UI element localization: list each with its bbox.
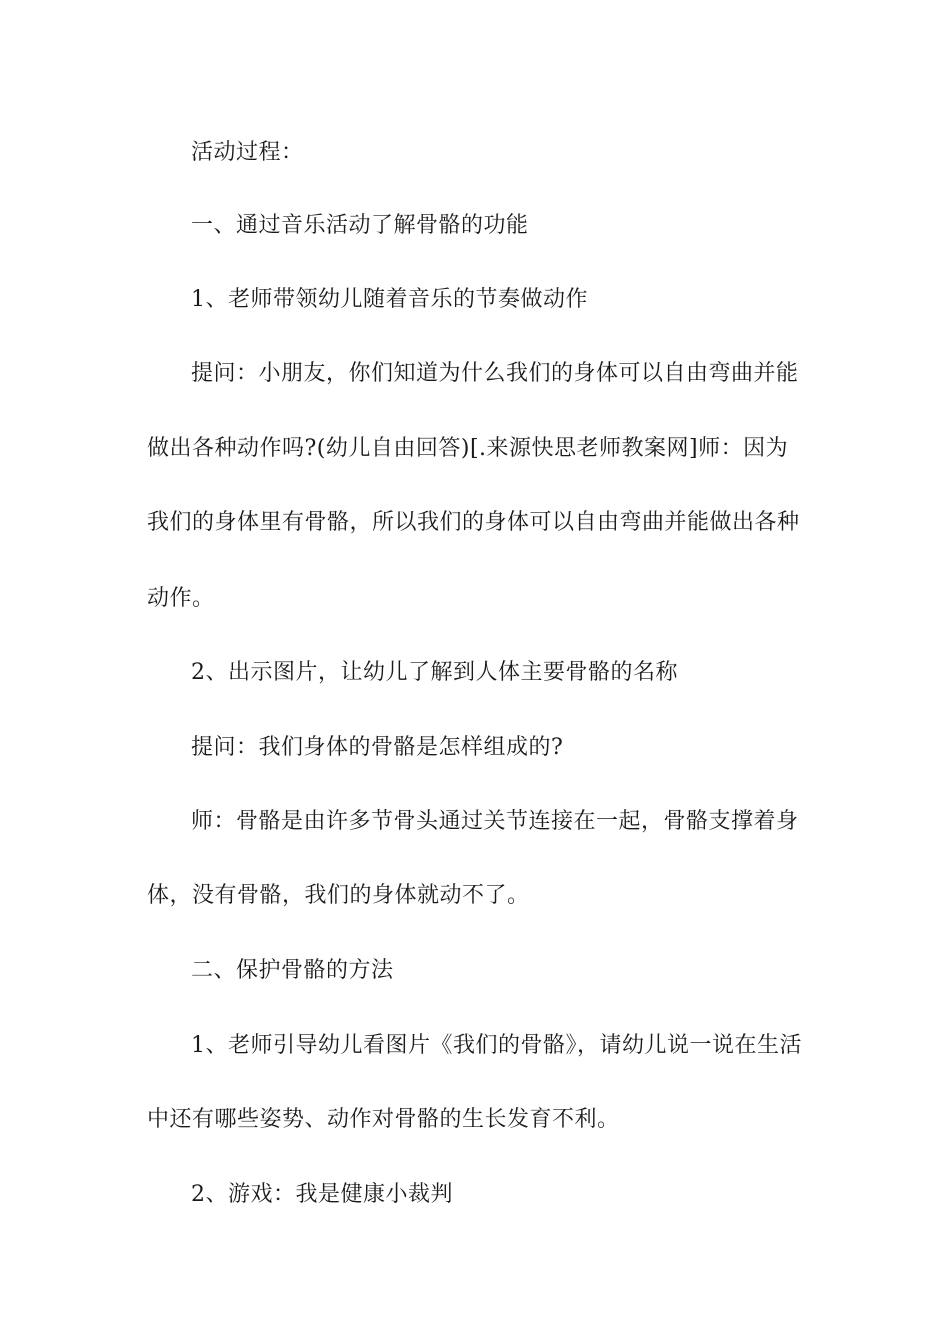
- paragraph-teacher-line-1: 师：骨骼是由许多节骨头通过关节连接在一起，骨骼支撑着身: [191, 809, 799, 834]
- paragraph-question-2: 提问：我们身体的骨骼是怎样组成的?: [191, 735, 564, 760]
- paragraph-question-line-3: 我们的身体里有骨骼，所以我们的身体可以自由弯曲并能做出各种: [147, 510, 800, 535]
- section-heading-1: 一、通过音乐活动了解骨骼的功能: [191, 213, 529, 238]
- section-heading-process: 活动过程：: [191, 140, 304, 165]
- paragraph-question-line-4: 动作。: [147, 586, 215, 611]
- list-item-2-2: 2、游戏：我是健康小裁判: [191, 1182, 453, 1207]
- paragraph-question-line-2: 做出各种动作吗?(幼儿自由回答)[.来源快思老师教案网]师：因为: [147, 436, 789, 461]
- list-item-1-2: 2、出示图片，让幼儿了解到人体主要骨骼的名称: [191, 660, 678, 685]
- section-heading-2: 二、保护骨骼的方法: [191, 958, 394, 983]
- paragraph-teacher-line-2: 体，没有骨骼，我们的身体就动不了。: [147, 883, 530, 908]
- paragraph-question-line-1: 提问：小朋友，你们知道为什么我们的身体可以自由弯曲并能: [191, 361, 799, 386]
- list-item-1-1: 1、老师带领幼儿随着音乐的节奏做动作: [191, 287, 588, 312]
- list-item-2-1-line-2: 中还有哪些姿势、动作对骨骼的生长发育不利。: [147, 1107, 620, 1132]
- list-item-2-1-line-1: 1、老师引导幼儿看图片《我们的骨骼》，请幼儿说一说在生活: [191, 1033, 802, 1058]
